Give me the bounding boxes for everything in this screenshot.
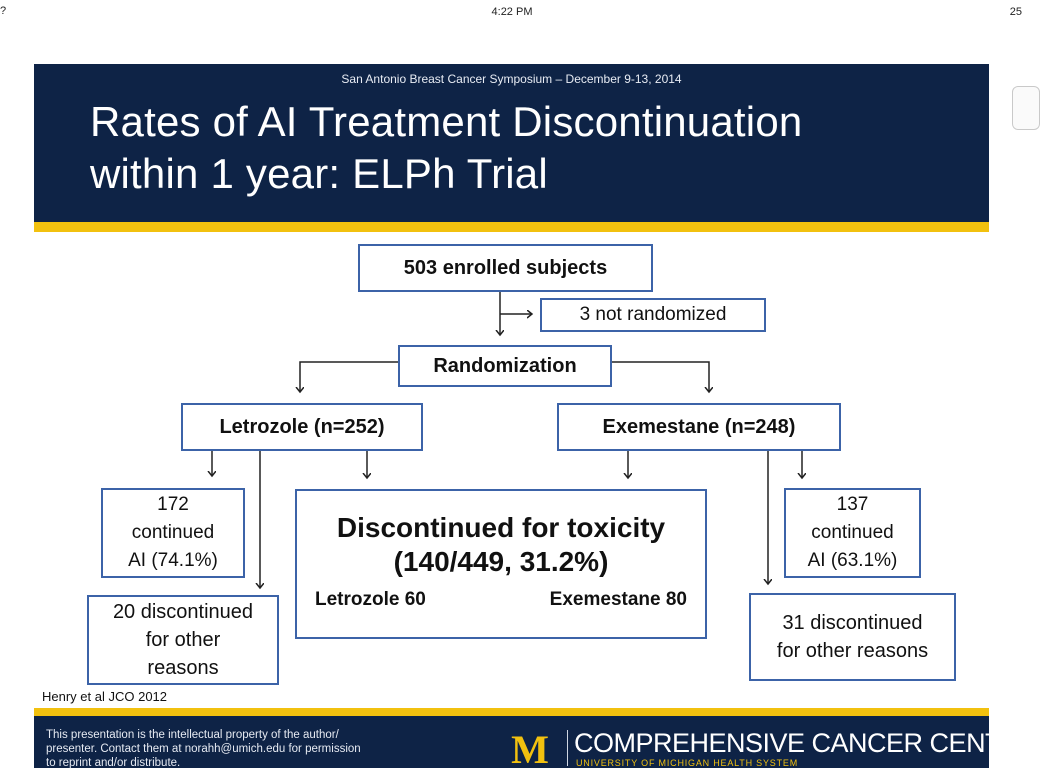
exemestane-arm-box (557, 403, 841, 451)
letrozole-continued-percent: AI (74.1%) (128, 550, 218, 571)
letrozole-arm-box (181, 403, 423, 451)
copyright-notice-line-1: This presentation is the intellectual property of the author/ (46, 729, 339, 741)
status-time: 4:22 PM (491, 6, 533, 18)
letrozole-continued-word: continued (131, 522, 215, 543)
exemestane-other-line-1: 31 discontinued (782, 612, 923, 634)
copyright-notice-line-2: presenter. Contact them at norahh@umich.edu for permission (46, 743, 361, 755)
slide-title-line-2: within 1 year: ELPh Trial (90, 150, 548, 197)
exemestane-other-box (749, 593, 956, 681)
letrozole-arm-label: Letrozole (n=252) (219, 415, 385, 438)
toxicity-title: Discontinued for toxicity (336, 512, 666, 543)
exemestane-arm-label: Exemestane (n=248) (602, 415, 796, 438)
toxicity-box (295, 489, 707, 639)
letrozole-other-line-3: reasons (147, 657, 219, 679)
letrozole-other-line-2: for other (145, 629, 221, 651)
toxicity-letrozole: Letrozole 60 (315, 589, 426, 610)
toxicity-ratio: (140/449, 31.2%) (393, 546, 609, 577)
randomization-box (398, 345, 612, 387)
exemestane-continued-word: continued (811, 522, 894, 543)
arrow-to-letrozole (300, 362, 398, 392)
cancer-center-subtitle: UNIVERSITY OF MICHIGAN HEALTH SYSTEM (576, 758, 798, 768)
exemestane-other-line-2: for other reasons (776, 640, 929, 662)
exemestane-continued-box (784, 488, 921, 578)
letrozole-continued-box (101, 488, 245, 578)
not-randomized-label: 3 not randomized (579, 304, 727, 325)
letrozole-other-box (87, 595, 279, 685)
enrolled-box (358, 244, 653, 292)
university-m-logo (504, 727, 556, 770)
status-battery: 25 (1009, 6, 1022, 18)
letrozole-continued-count: 172 (157, 494, 189, 515)
enrolled-label: 503 enrolled subjects (403, 256, 608, 279)
conference-subtitle: San Antonio Breast Cancer Symposium – December 9-13, 2014 (341, 72, 682, 86)
slide-footer (34, 716, 1038, 770)
cancer-center-name: COMPREHENSIVE CANCER CENTER (574, 728, 1038, 758)
randomization-label: Randomization (433, 354, 577, 377)
letrozole-other-line-1: 20 discontinued (112, 601, 254, 623)
footer-divider (567, 730, 568, 766)
logo-letter: M (511, 727, 549, 770)
toxicity-exemestane: Exemestane 80 (549, 589, 687, 610)
citation: Henry et al JCO 2012 (42, 689, 168, 704)
toxicity-breakdown (315, 589, 687, 611)
copyright-notice-line-3: to reprint and/or distribute. (46, 757, 181, 769)
slide-title-line-1: Rates of AI Treatment Discontinuation (90, 98, 803, 145)
not-randomized-box (540, 298, 766, 332)
exemestane-continued-percent: AI (63.1%) (807, 550, 898, 571)
arrow-to-exemestane (612, 362, 709, 392)
exemestane-continued-count: 137 (836, 494, 869, 515)
copyright-notice (46, 728, 466, 770)
status-left-glyph: ? (0, 5, 7, 17)
